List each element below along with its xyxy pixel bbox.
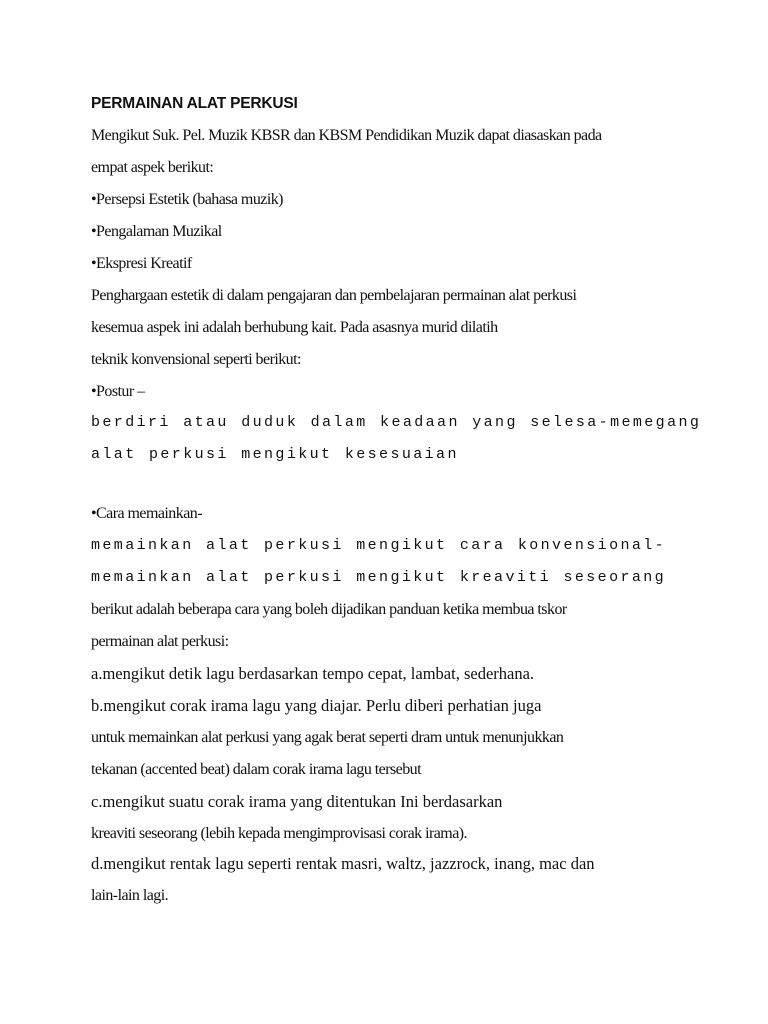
text-line-2: empat aspek berikut: <box>91 159 214 176</box>
list-item-c-continuation: kreaviti seseorang (lebih kepada mengimprovisasi corak irama). <box>91 825 467 842</box>
list-item-c: c.mengikut suatu corak irama yang ditentukan Ini berdasarkan <box>91 792 503 811</box>
text-line-15: berikut adalah beberapa cara yang boleh dijadikan panduan ketika membua tskor <box>91 601 567 618</box>
list-item-d: d.mengikut rentak lagu seperti rentak masri, waltz, jazzrock, inang, mac dan <box>91 854 595 873</box>
bullet-postur: •Postur – <box>91 383 145 400</box>
spaced-text-line-2: alat perkusi mengikut kesesuaian <box>91 446 459 463</box>
bullet-persepsi-estetik: •Persepsi Estetik (bahasa muzik) <box>91 191 283 208</box>
text-line-6: Penghargaan estetik di dalam pengajaran dan pembelajaran permainan alat perkusi <box>91 287 577 304</box>
list-item-a: a.mengikut detik lagu berdasarkan tempo cepat, lambat, sederhana. <box>91 664 535 683</box>
text-line-1: Mengikut Suk. Pel. Muzik KBSR dan KBSM Pendidikan Muzik dapat diasaskan pada <box>91 127 602 144</box>
text-line-8: teknik konvensional seperti berikut: <box>91 351 301 368</box>
bullet-pengalaman-muzikal: •Pengalaman Muzikal <box>91 223 222 240</box>
text-line-16: permainan alat perkusi: <box>91 633 229 650</box>
list-item-b-continuation-1: untuk memainkan alat perkusi yang agak berat seperti dram untuk menunjukkan <box>91 729 564 746</box>
text-line-7: kesemua aspek ini adalah berhubung kait. Pada asasnya murid dilatih <box>91 319 498 336</box>
list-item-d-continuation: lain-lain lagi. <box>91 887 169 904</box>
bullet-cara-memainkan: •Cara memainkan- <box>91 505 202 522</box>
list-item-b: b.mengikut corak irama lagu yang diajar. Perlu diberi perhatian juga <box>91 696 542 715</box>
spaced-text-line-3: memainkan alat perkusi mengikut cara konvensional- <box>91 537 667 554</box>
list-item-b-continuation-2: tekanan (accented beat) dalam corak irama lagu tersebut <box>91 761 422 778</box>
bullet-ekspresi-kreatif: •Ekspresi Kreatif <box>91 255 192 272</box>
document-title: PERMAINAN ALAT PERKUSI <box>91 95 298 112</box>
spaced-text-line-1: berdiri atau duduk dalam keadaan yang selesa-memegang <box>91 414 702 431</box>
spaced-text-line-4: memainkan alat perkusi mengikut kreaviti seseorang <box>91 569 667 586</box>
